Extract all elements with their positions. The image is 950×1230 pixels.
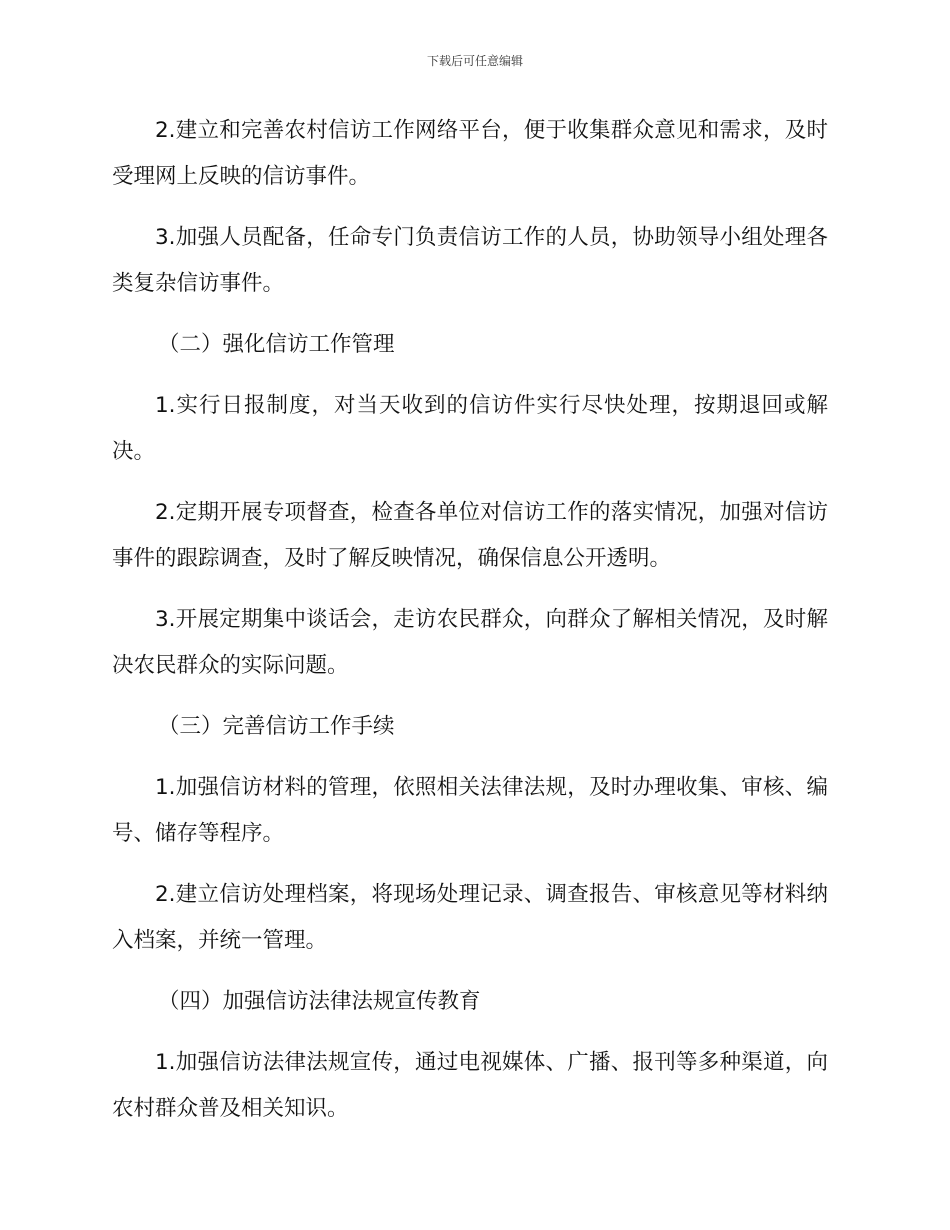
paragraph: 3.开展定期集中谈话会，走访农民群众，向群众了解相关情况，及时解决农民群众的实际问题。 [112,607,828,678]
paragraph: 1.加强信访材料的管理，依照相关法律法规，及时办理收集、审核、编号、储存等程序。 [112,775,828,846]
paragraph: 1.实行日报制度，对当天收到的信访件实行尽快处理，按期退回或解决。 [112,393,828,464]
paragraph: 3.加强人员配备，任命专门负责信访工作的人员，协助领导小组处理各类复杂信访事件。 [112,225,828,296]
section-heading: （四）加强信访法律法规宣传教育 [158,989,481,1014]
page-header: 下载后可任意编辑 [426,54,523,68]
paragraph: 2.建立信访处理档案，将现场处理记录、调查报告、审核意见等材料纳入档案，并统一管理。 [112,882,828,953]
paragraph: 2.建立和完善农村信访工作网络平台，便于收集群众意见和需求，及时受理网上反映的信访事件。 [112,118,828,189]
paragraph: 1.加强信访法律法规宣传，通过电视媒体、广播、报刊等多种渠道，向农村群众普及相关知识。 [112,1050,828,1121]
document-body [112,108,828,1147]
paragraph: 2.定期开展专项督查，检查各单位对信访工作的落实情况，加强对信访事件的跟踪调查，及时了解反映情况，确保信息公开透明。 [112,500,828,571]
section-heading: （三）完善信访工作手续 [158,714,395,739]
section-heading: （二）强化信访工作管理 [158,332,395,357]
